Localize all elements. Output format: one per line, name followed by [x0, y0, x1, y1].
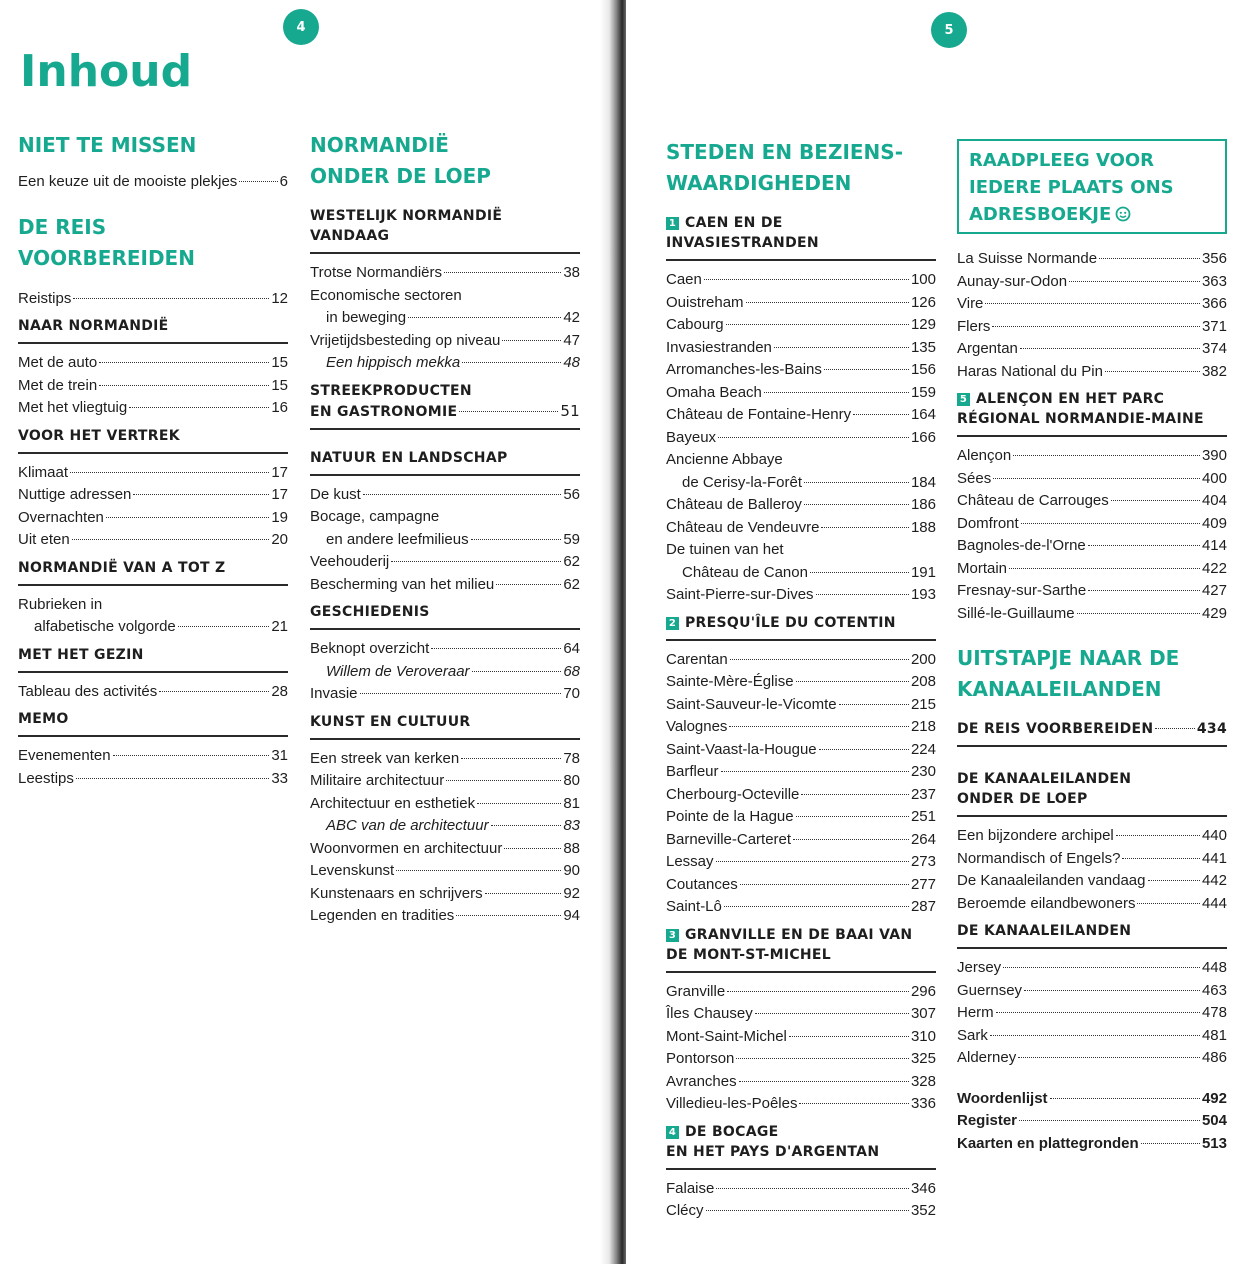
- region-heading-2: 2 PRESQU'ÎLE DU COTENTIN: [666, 613, 936, 641]
- toc-entry[interactable]: Sillé-le-Guillaume 429: [957, 604, 1227, 622]
- toc-entry[interactable]: Haras National du Pin 382: [957, 362, 1227, 380]
- toc-entry[interactable]: Evenementen 31: [18, 747, 288, 764]
- toc-entry[interactable]: Clécy 352: [666, 1202, 936, 1219]
- toc-entry[interactable]: Klimaat 17: [18, 463, 288, 481]
- page-number-right: 5: [931, 12, 967, 48]
- toc-entry[interactable]: Ouistreham 126: [666, 293, 936, 311]
- toc-entry[interactable]: Barfleur 230: [666, 763, 936, 780]
- toc-entry[interactable]: in beweging 42: [326, 309, 580, 326]
- toc-entry[interactable]: Nuttige adressen 17: [18, 486, 288, 503]
- toc-entry[interactable]: Alençon 390: [957, 447, 1227, 464]
- toc-entry[interactable]: Architectuur en esthetiek 81: [310, 794, 580, 812]
- toc-entry[interactable]: Saint-Lô 287: [666, 898, 936, 915]
- subsection-heading: WESTELIJK NORMANDIË VANDAAG: [310, 206, 580, 254]
- toc-entry[interactable]: La Suisse Normande 356: [957, 250, 1227, 267]
- toc-entry[interactable]: Fresnay-sur-Sarthe 427: [957, 582, 1227, 599]
- toc-entry-line: Economische sectoren: [310, 286, 462, 304]
- toc-entry[interactable]: Lessay 273: [666, 853, 936, 870]
- toc-entry[interactable]: Château de Vendeuvre 188: [666, 518, 936, 536]
- section-heading-de-reis: DE REIS VOORBEREIDEN: [18, 214, 195, 270]
- toc-entry[interactable]: Coutances 277: [666, 875, 936, 893]
- toc-entry[interactable]: Invasiestranden 135: [666, 338, 936, 356]
- toc-entry[interactable]: Saint-Sauveur-le-Vicomte 215: [666, 695, 936, 713]
- toc-entry[interactable]: Vire 366: [957, 295, 1227, 312]
- toc-entry[interactable]: Sées 400: [957, 469, 1227, 487]
- subsection-heading: MEMO: [18, 709, 288, 737]
- toc-entry[interactable]: alfabetische volgorde 21: [34, 618, 288, 635]
- toc-entry[interactable]: ABC van de architectuur 83: [326, 817, 580, 834]
- toc-entry[interactable]: Een hippisch mekka 48: [326, 354, 580, 371]
- toc-entry[interactable]: Argentan 374: [957, 340, 1227, 357]
- toc-entry[interactable]: De Kanaaleilanden vandaag 442: [957, 872, 1227, 889]
- toc-entry[interactable]: Cherbourg-Octeville 237: [666, 785, 936, 803]
- subsection-heading: DE KANAALEILANDEN: [957, 921, 1227, 949]
- toc-entry[interactable]: Sark 481: [957, 1026, 1227, 1044]
- toc-entry[interactable]: Willem de Veroveraar 68: [326, 662, 580, 680]
- toc-entry[interactable]: Veehouderij 62: [310, 553, 580, 570]
- toc-entry[interactable]: Falaise 346: [666, 1179, 936, 1197]
- subsection-heading: STREEKPRODUCTEN EN GASTRONOMIE 51: [310, 381, 580, 430]
- toc-entry[interactable]: Bagnoles-de-l'Orne 414: [957, 537, 1227, 554]
- toc-entry[interactable]: de Cerisy-la-Forêt 184: [682, 473, 936, 491]
- toc-entry[interactable]: Trotse Normandiërs 38: [310, 264, 580, 281]
- subsection-heading: MET HET GEZIN: [18, 645, 288, 673]
- toc-entry[interactable]: Château de Canon 191: [682, 563, 936, 581]
- toc-entry[interactable]: Alderney 486: [957, 1049, 1227, 1066]
- toc-column-2: [310, 130, 580, 928]
- toc-entry[interactable]: De kust 56: [310, 485, 580, 503]
- toc-entry[interactable]: Met het vliegtuig 16: [18, 399, 288, 416]
- subsection-heading: DE KANAALEILANDEN ONDER DE LOEP: [957, 769, 1227, 817]
- toc-entry[interactable]: Omaha Beach 159: [666, 383, 936, 401]
- section-heading-steden: STEDEN EN BEZIENS- WAARDIGHEDEN: [666, 140, 903, 195]
- toc-entry[interactable]: en andere leefmilieus 59: [326, 530, 580, 548]
- page-number-left: 4: [283, 9, 319, 45]
- toc-entry[interactable]: Jersey 448: [957, 959, 1227, 976]
- region-heading-1: 1 CAEN EN DE INVASIESTRANDEN: [666, 213, 936, 261]
- subsection-heading: KUNST EN CULTUUR: [310, 712, 580, 740]
- toc-entry[interactable]: Carentan 200: [666, 650, 936, 668]
- toc-entry[interactable]: Avranches 328: [666, 1072, 936, 1090]
- toc-entry[interactable]: Villedieu-les-Poêles 336: [666, 1095, 936, 1112]
- toc-entry[interactable]: Château de Balleroy 186: [666, 496, 936, 513]
- toc-column-4: [957, 139, 1227, 1155]
- toc-entry[interactable]: Met de trein 15: [18, 376, 288, 394]
- toc-entry[interactable]: Bescherming van het milieu 62: [310, 575, 580, 593]
- toc-entry[interactable]: Reistips 12: [18, 289, 288, 307]
- address-book-icon: [1115, 206, 1131, 222]
- toc-entry[interactable]: Pointe de la Hague 251: [666, 808, 936, 825]
- toc-entry[interactable]: Leestips 33: [18, 769, 288, 787]
- toc-entry[interactable]: Met de auto 15: [18, 354, 288, 371]
- toc-entry-line: De tuinen van het: [666, 541, 784, 558]
- toc-entry[interactable]: Kaarten en plattegronden 513: [957, 1134, 1227, 1152]
- toc-entry[interactable]: Mont-Saint-Michel 310: [666, 1027, 936, 1045]
- toc-entry[interactable]: Levenskunst 90: [310, 862, 580, 879]
- toc-column-1: [18, 130, 288, 790]
- toc-entry[interactable]: Een bijzondere archipel 440: [957, 827, 1227, 844]
- subsection-heading: VOOR HET VERTREK: [18, 426, 288, 454]
- subsection-heading: DE REIS VOORBEREIDEN 434: [957, 719, 1227, 747]
- subsection-heading: GESCHIEDENIS: [310, 602, 580, 630]
- toc-entry[interactable]: Register 504: [957, 1112, 1227, 1129]
- toc-entry-line: Ancienne Abbaye: [666, 451, 783, 468]
- toc-entry[interactable]: Vrijetijdsbesteding op niveau 47: [310, 331, 580, 349]
- toc-entry[interactable]: Tableau des activités 28: [18, 682, 288, 700]
- toc-entry[interactable]: Woordenlijst 492: [957, 1089, 1227, 1107]
- toc-entry[interactable]: Saint-Pierre-sur-Dives 193: [666, 586, 936, 603]
- toc-entry[interactable]: Flers 371: [957, 317, 1227, 335]
- toc-entry[interactable]: Herm 478: [957, 1004, 1227, 1021]
- toc-entry[interactable]: Guernsey 463: [957, 981, 1227, 999]
- toc-entry[interactable]: Een keuze uit de mooiste plekjes 6: [18, 173, 288, 190]
- toc-column-3: [666, 137, 936, 1223]
- toc-entry[interactable]: Cabourg 129: [666, 316, 936, 333]
- toc-entry[interactable]: Barneville-Carteret 264: [666, 830, 936, 848]
- toc-entry[interactable]: Beroemde eilandbewoners 444: [957, 894, 1227, 912]
- toc-entry[interactable]: Invasie 70: [310, 685, 580, 702]
- toc-entry[interactable]: Legenden en tradities 94: [310, 907, 580, 924]
- toc-entry[interactable]: Îles Chausey 307: [666, 1005, 936, 1022]
- toc-entry[interactable]: Overnachten 19: [18, 508, 288, 526]
- toc-entry[interactable]: Beknopt overzicht 64: [310, 640, 580, 657]
- toc-entry[interactable]: Domfront 409: [957, 514, 1227, 532]
- toc-entry[interactable]: Caen 100: [666, 271, 936, 288]
- toc-entry[interactable]: Een streek van kerken 78: [310, 749, 580, 767]
- toc-entry[interactable]: Valognes 218: [666, 718, 936, 735]
- page-title: Inhoud: [20, 46, 193, 97]
- toc-entry[interactable]: Sainte-Mère-Église 208: [666, 673, 936, 690]
- toc-entry[interactable]: Aunay-sur-Odon 363: [957, 272, 1227, 290]
- section-heading-onder-de-loep: NORMANDIË ONDER DE LOEP: [310, 133, 491, 188]
- toc-entry[interactable]: Uit eten 20: [18, 531, 288, 548]
- toc-entry[interactable]: Arromanches-les-Bains 156: [666, 361, 936, 378]
- toc-entry[interactable]: Bayeux 166: [666, 428, 936, 446]
- toc-entry[interactable]: Woonvormen en architectuur 88: [310, 839, 580, 857]
- toc-entry-line: Bocage, campagne: [310, 508, 440, 525]
- address-book-callout: RAADPLEEG VOOR IEDERE PLAATS ONS ADRESBOEKJE: [957, 139, 1227, 234]
- subsection-heading: NAAR NORMANDIË: [18, 316, 288, 344]
- book-spine: [600, 0, 626, 1264]
- region-heading-3: 3 GRANVILLE EN DE BAAI VAN DE MONT-ST-MICHEL: [666, 925, 936, 973]
- toc-entry[interactable]: Kunstenaars en schrijvers 92: [310, 884, 580, 902]
- section-heading-niet-te-missen: NIET TE MISSEN: [18, 133, 197, 157]
- subsection-heading: NATUUR EN LANDSCHAP: [310, 448, 580, 476]
- toc-entry-line: Rubrieken in: [18, 595, 103, 613]
- toc-entry[interactable]: Saint-Vaast-la-Hougue 224: [666, 740, 936, 758]
- toc-entry[interactable]: Granville 296: [666, 982, 936, 1000]
- toc-entry[interactable]: Château de Fontaine-Henry 164: [666, 406, 936, 423]
- toc-entry[interactable]: Château de Carrouges 404: [957, 492, 1227, 509]
- toc-entry[interactable]: Normandisch of Engels? 441: [957, 849, 1227, 867]
- subsection-heading: NORMANDIË VAN A TOT Z: [18, 558, 288, 586]
- region-heading-5: 5 ALENÇON EN HET PARC RÉGIONAL NORMANDIE-MAINE: [957, 389, 1227, 437]
- toc-entry[interactable]: Pontorson 325: [666, 1050, 936, 1067]
- section-heading-uitstapje: UITSTAPJE NAAR DE KANAALEILANDEN: [957, 646, 1180, 701]
- toc-entry[interactable]: Militaire architectuur 80: [310, 772, 580, 789]
- region-heading-4: 4 DE BOCAGE EN HET PAYS D'ARGENTAN: [666, 1122, 936, 1170]
- toc-entry[interactable]: Mortain 422: [957, 559, 1227, 577]
